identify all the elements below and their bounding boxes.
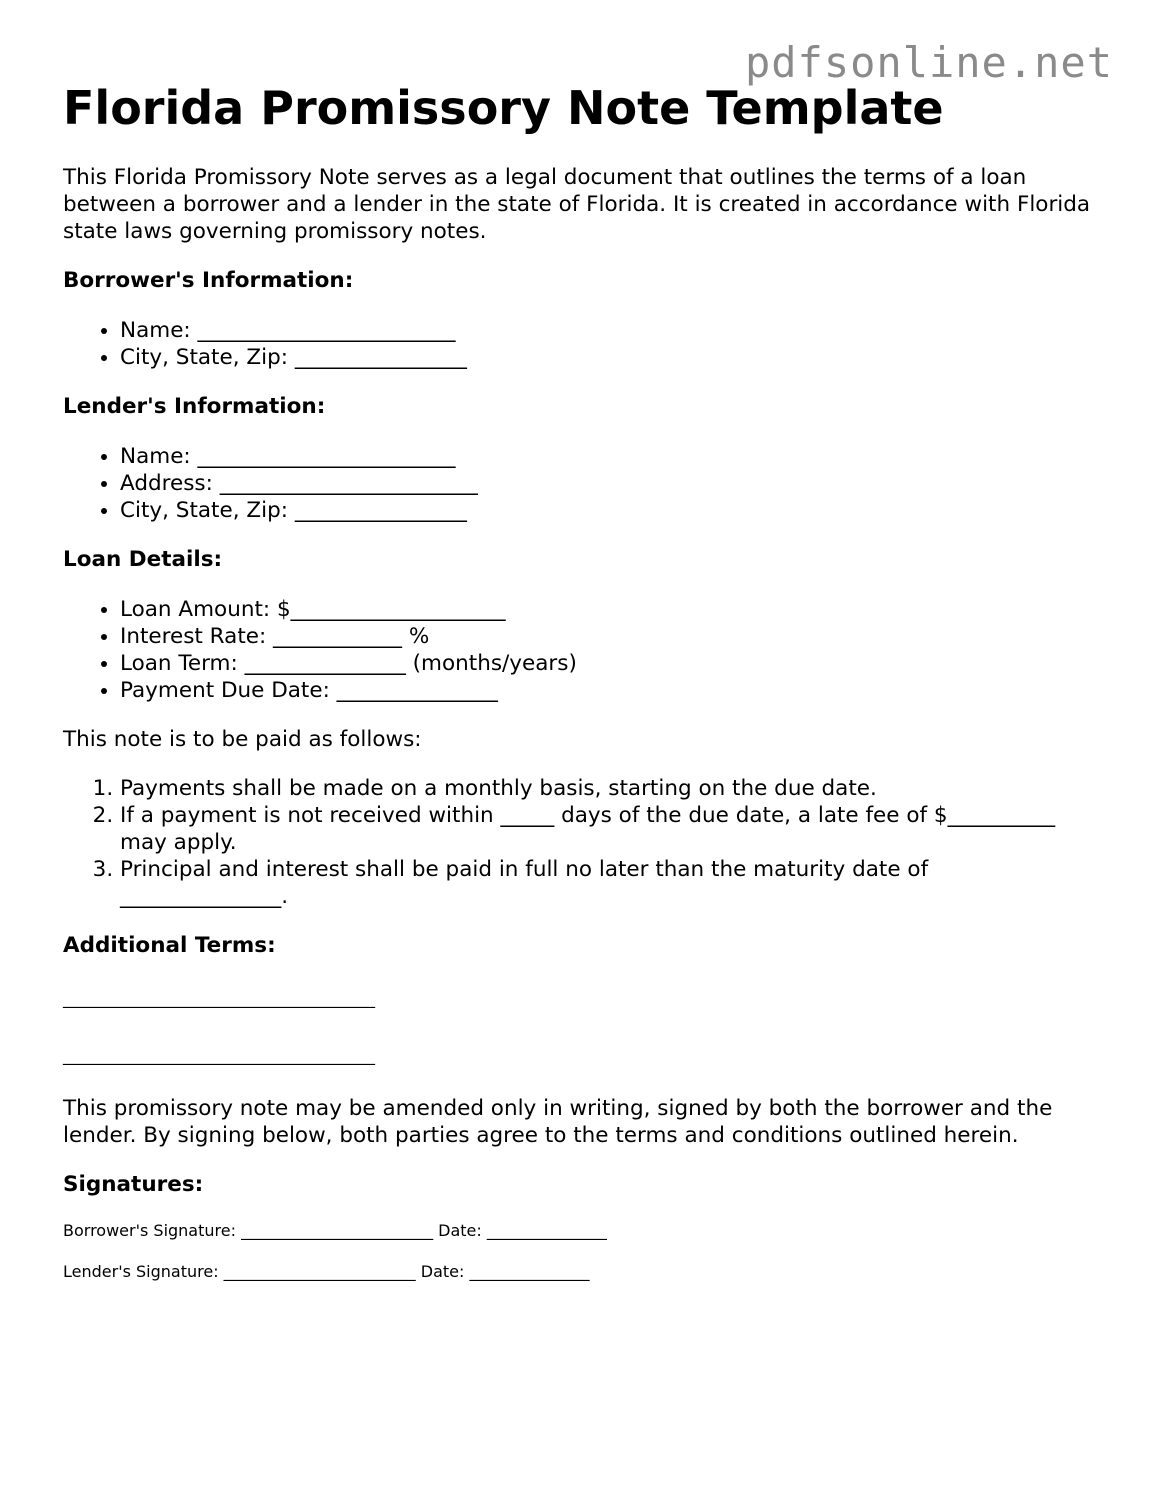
- borrower-heading: Borrower's Information:: [63, 268, 354, 293]
- payment-terms-list: [63, 775, 1093, 910]
- signatures-heading: Signatures:: [63, 1172, 204, 1197]
- payment-intro: This note is to be paid as follows:: [63, 727, 422, 752]
- payment-term-item: 1. Payments shall be made on a monthly basis, starting on the due date.: [120, 775, 1093, 802]
- page-title: Florida Promissory Note Template: [63, 81, 944, 135]
- loan-amount-field: • Loan Amount: $____________________: [120, 596, 1093, 623]
- interest-rate-field: • Interest Rate: ____________ %: [120, 623, 1093, 650]
- amendment-paragraph: This promissory note may be amended only in writing, signed by both the borrower and the lender. By signing below, both parties agree to the terms and conditions outlined herein.: [63, 1096, 1053, 1148]
- borrower-list: [63, 317, 1093, 371]
- lender-heading: Lender's Information:: [63, 394, 326, 419]
- loan-term-field: • Loan Term: _______________ (months/years): [120, 650, 1093, 677]
- borrower-city-state-zip-field: • City, State, Zip: ________________: [120, 344, 1093, 371]
- additional-terms-section: [63, 932, 1093, 1073]
- loan-details-list: [63, 596, 1093, 704]
- lender-address-field: • Address: ________________________: [120, 470, 1093, 497]
- payment-terms-section: [63, 726, 1093, 910]
- borrower-section: [63, 267, 1093, 371]
- document-page: [63, 80, 1093, 1303]
- signatures-section: [63, 1171, 1093, 1281]
- additional-terms-line: _______________________________________: [63, 1046, 375, 1065]
- lender-list: [63, 443, 1093, 524]
- loan-details-heading: Loan Details:: [63, 547, 223, 572]
- lender-city-state-zip-field: • City, State, Zip: ________________: [120, 497, 1093, 524]
- additional-terms-line: _______________________________________: [63, 989, 375, 1008]
- payment-term-item: 2. If a payment is not received within _____ days of the due date, a late fee of $__________ may apply.: [120, 802, 1093, 856]
- payment-term-item: 3. Principal and interest shall be paid in full no later than the maturity date of _______________.: [120, 856, 1093, 910]
- payment-due-date-field: • Payment Due Date: _______________: [120, 677, 1093, 704]
- borrower-signature-line: Borrower's Signature: ________________________ Date: _______________: [63, 1221, 607, 1240]
- lender-signature-line: Lender's Signature: ________________________ Date: _______________: [63, 1262, 590, 1281]
- watermark: pdfsonline.net: [744, 38, 1113, 87]
- borrower-name-field: • Name: ________________________: [120, 317, 1093, 344]
- lender-name-field: • Name: ________________________: [120, 443, 1093, 470]
- lender-section: [63, 393, 1093, 524]
- additional-terms-heading: Additional Terms:: [63, 933, 276, 958]
- intro-paragraph: This Florida Promissory Note serves as a legal document that outlines the terms of a loan between a borrower and a lender in the state of Florida. It is created in accordance with Florida state laws governing promissory notes.: [63, 165, 1091, 244]
- loan-details-section: [63, 546, 1093, 704]
